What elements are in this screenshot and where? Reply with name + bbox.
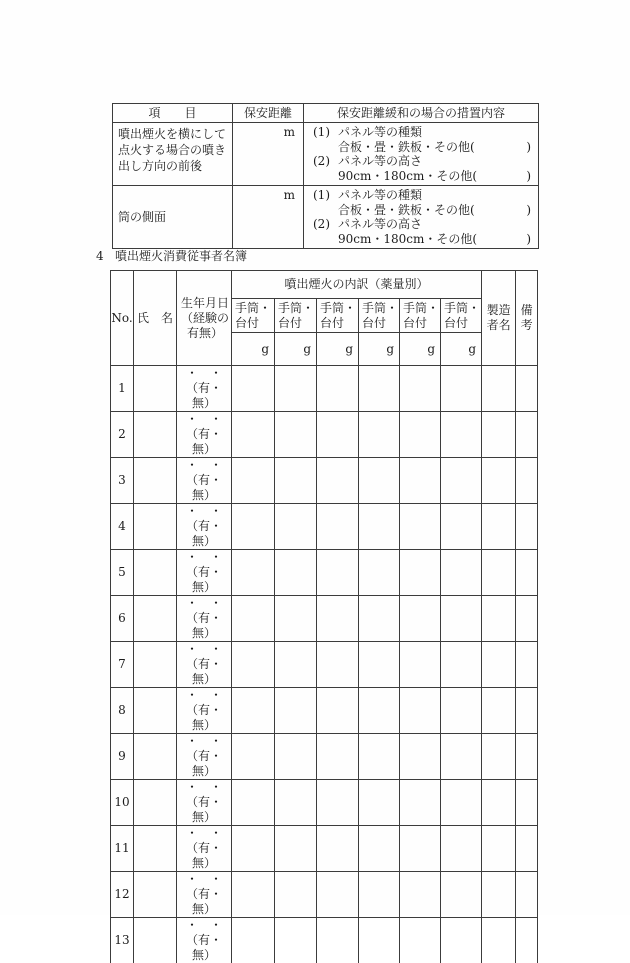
amount-cell xyxy=(317,550,359,596)
amount-cell xyxy=(359,458,400,504)
amount-cell xyxy=(275,918,317,963)
maker-cell xyxy=(482,688,516,734)
table-row xyxy=(113,186,539,249)
amount-cell xyxy=(275,412,317,458)
amount-cell xyxy=(317,596,359,642)
amount-cell xyxy=(400,826,441,872)
safety-table-header-row xyxy=(113,104,539,123)
amount-cell xyxy=(232,872,275,918)
row-number: 2 xyxy=(111,412,134,458)
dob-experience: （有・無） xyxy=(177,611,231,641)
name-cell xyxy=(134,780,177,826)
table-row xyxy=(111,596,538,642)
header-item: 項 目 xyxy=(113,104,233,123)
amount-cell xyxy=(232,688,275,734)
amount-cell xyxy=(317,872,359,918)
remarks-cell xyxy=(516,688,538,734)
amount-cell xyxy=(232,412,275,458)
item-line: 噴出煙火を横にして xyxy=(118,126,228,142)
amount-cell xyxy=(441,366,482,412)
worker-roster-table xyxy=(110,270,538,963)
amount-cell xyxy=(232,642,275,688)
amount-cell xyxy=(275,872,317,918)
remarks-cell xyxy=(516,642,538,688)
dob-cell xyxy=(177,550,232,596)
measure-line: (2) パネル等の高さ xyxy=(304,217,538,232)
amount-cell xyxy=(441,596,482,642)
dob-dots: ・ ・ xyxy=(177,458,231,473)
item-cell xyxy=(113,123,233,186)
amount-cell xyxy=(359,596,400,642)
amount-cell xyxy=(317,504,359,550)
roster-body xyxy=(111,366,538,963)
name-cell xyxy=(134,550,177,596)
amount-cell xyxy=(232,504,275,550)
amount-cell xyxy=(232,458,275,504)
amount-cell xyxy=(441,504,482,550)
amount-cell xyxy=(275,366,317,412)
name-cell xyxy=(134,826,177,872)
dob-experience: （有・無） xyxy=(177,427,231,457)
amount-cell xyxy=(441,826,482,872)
maker-cell xyxy=(482,872,516,918)
remarks-cell xyxy=(516,734,538,780)
remarks-cell xyxy=(516,458,538,504)
header-breakdown: 噴出煙火の内訳（薬量別） xyxy=(232,271,482,299)
amount-cell xyxy=(275,458,317,504)
amount-cell xyxy=(441,918,482,963)
dob-dots: ・ ・ xyxy=(177,918,231,933)
row-number: 12 xyxy=(111,872,134,918)
header-remarks: 備 考 xyxy=(516,271,538,366)
amount-cell xyxy=(441,550,482,596)
amount-cell xyxy=(441,458,482,504)
amount-cell xyxy=(400,642,441,688)
amount-cell xyxy=(400,366,441,412)
section-title: 噴出煙火消費従事者名簿 xyxy=(115,249,247,264)
row-number: 5 xyxy=(111,550,134,596)
amount-cell xyxy=(400,412,441,458)
amount-cell xyxy=(400,504,441,550)
amount-cell xyxy=(359,826,400,872)
amount-cell xyxy=(400,918,441,963)
amount-cell xyxy=(400,550,441,596)
dob-dots: ・ ・ xyxy=(177,872,231,887)
dob-dots: ・ ・ xyxy=(177,366,231,381)
amount-cell xyxy=(359,366,400,412)
table-row xyxy=(111,412,538,458)
maker-cell xyxy=(482,918,516,963)
amount-cell xyxy=(359,734,400,780)
name-cell xyxy=(134,688,177,734)
dob-experience: （有・無） xyxy=(177,887,231,917)
dob-dots: ・ ・ xyxy=(177,734,231,749)
dob-experience: （有・無） xyxy=(177,933,231,963)
amount-cell xyxy=(359,780,400,826)
amount-cell xyxy=(232,918,275,963)
dob-dots: ・ ・ xyxy=(177,780,231,795)
remarks-cell xyxy=(516,596,538,642)
amount-cell xyxy=(441,688,482,734)
header-tube: 手筒・ 台付 xyxy=(441,299,482,333)
amount-cell xyxy=(400,872,441,918)
dob-cell xyxy=(177,734,232,780)
dob-cell xyxy=(177,366,232,412)
dob-experience: （有・無） xyxy=(177,749,231,779)
dob-experience: （有・無） xyxy=(177,473,231,503)
amount-cell xyxy=(359,504,400,550)
dob-cell xyxy=(177,780,232,826)
row-number: 11 xyxy=(111,826,134,872)
amount-cell xyxy=(317,366,359,412)
dob-experience: （有・無） xyxy=(177,519,231,549)
amount-cell xyxy=(441,642,482,688)
row-number: 4 xyxy=(111,504,134,550)
header-tube: 手筒・ 台付 xyxy=(359,299,400,333)
distance-cell: m xyxy=(233,186,304,249)
amount-cell xyxy=(400,780,441,826)
unit-cell: g xyxy=(400,333,441,366)
name-cell xyxy=(134,872,177,918)
amount-cell xyxy=(317,458,359,504)
remarks-cell xyxy=(516,872,538,918)
amount-cell xyxy=(400,734,441,780)
dob-cell xyxy=(177,458,232,504)
measure-line: (1) パネル等の種類 xyxy=(304,125,538,140)
amount-cell xyxy=(317,918,359,963)
amount-cell xyxy=(275,826,317,872)
remarks-cell xyxy=(516,918,538,963)
maker-cell xyxy=(482,366,516,412)
table-row xyxy=(111,458,538,504)
maker-cell xyxy=(482,504,516,550)
row-number: 1 xyxy=(111,366,134,412)
maker-cell xyxy=(482,734,516,780)
header-distance: 保安距離 xyxy=(233,104,304,123)
dob-experience: （有・無） xyxy=(177,841,231,871)
amount-cell xyxy=(317,688,359,734)
unit-cell: g xyxy=(359,333,400,366)
amount-cell xyxy=(359,550,400,596)
item-line: 出し方向の前後 xyxy=(118,158,228,174)
amount-cell xyxy=(400,688,441,734)
header-tube: 手筒・ 台付 xyxy=(232,299,275,333)
section-heading xyxy=(96,249,247,264)
amount-cell xyxy=(275,688,317,734)
dob-cell xyxy=(177,826,232,872)
amount-cell xyxy=(359,918,400,963)
name-cell xyxy=(134,642,177,688)
amount-cell xyxy=(232,734,275,780)
amount-cell xyxy=(441,412,482,458)
amount-cell xyxy=(275,596,317,642)
table-row xyxy=(111,734,538,780)
table-row xyxy=(113,123,539,186)
name-cell xyxy=(134,366,177,412)
dob-dots: ・ ・ xyxy=(177,688,231,703)
amount-cell xyxy=(232,826,275,872)
row-number: 13 xyxy=(111,918,134,963)
section-number: 4 xyxy=(96,249,115,264)
name-cell xyxy=(134,734,177,780)
header-no: No. xyxy=(111,271,134,366)
measure-line: 合板・畳・鉄板・その他( ) xyxy=(304,140,538,155)
dob-experience: （有・無） xyxy=(177,703,231,733)
item-line: 点火する場合の噴き xyxy=(118,142,228,158)
table-row xyxy=(111,826,538,872)
dob-dots: ・ ・ xyxy=(177,504,231,519)
name-cell xyxy=(134,596,177,642)
maker-cell xyxy=(482,826,516,872)
maker-cell xyxy=(482,412,516,458)
table-row xyxy=(111,918,538,963)
distance-cell: m xyxy=(233,123,304,186)
header-tube: 手筒・ 台付 xyxy=(400,299,441,333)
amount-cell xyxy=(275,642,317,688)
maker-cell xyxy=(482,780,516,826)
amount-cell xyxy=(441,872,482,918)
amount-cell xyxy=(275,780,317,826)
amount-cell xyxy=(232,780,275,826)
unit-cell: g xyxy=(275,333,317,366)
row-number: 9 xyxy=(111,734,134,780)
dob-dots: ・ ・ xyxy=(177,826,231,841)
amount-cell xyxy=(275,550,317,596)
amount-cell xyxy=(441,780,482,826)
amount-cell xyxy=(317,734,359,780)
row-number: 7 xyxy=(111,642,134,688)
amount-cell xyxy=(359,412,400,458)
table-row xyxy=(111,550,538,596)
row-number: 10 xyxy=(111,780,134,826)
amount-cell xyxy=(359,872,400,918)
remarks-cell xyxy=(516,504,538,550)
dob-cell xyxy=(177,688,232,734)
remarks-cell xyxy=(516,550,538,596)
amount-cell xyxy=(232,366,275,412)
dob-experience: （有・無） xyxy=(177,795,231,825)
measures-cell xyxy=(304,123,539,186)
header-dob: 生年月日 （経験の 有無） xyxy=(177,271,232,366)
amount-cell xyxy=(317,412,359,458)
header-tube: 手筒・ 台付 xyxy=(275,299,317,333)
table-row xyxy=(111,642,538,688)
amount-cell xyxy=(275,734,317,780)
amount-cell xyxy=(232,596,275,642)
measure-line: 90cm・180cm・その他( ) xyxy=(304,169,538,184)
amount-cell xyxy=(400,596,441,642)
row-number: 3 xyxy=(111,458,134,504)
dob-dots: ・ ・ xyxy=(177,596,231,611)
amount-cell xyxy=(317,780,359,826)
amount-cell xyxy=(232,550,275,596)
row-number: 8 xyxy=(111,688,134,734)
header-measures: 保安距離緩和の場合の措置内容 xyxy=(304,104,539,123)
amount-cell xyxy=(275,504,317,550)
remarks-cell xyxy=(516,366,538,412)
name-cell xyxy=(134,504,177,550)
dob-cell xyxy=(177,918,232,963)
dob-dots: ・ ・ xyxy=(177,412,231,427)
maker-cell xyxy=(482,458,516,504)
dob-cell xyxy=(177,596,232,642)
safety-distance-table xyxy=(112,103,539,249)
dob-dots: ・ ・ xyxy=(177,550,231,565)
name-cell xyxy=(134,412,177,458)
amount-cell xyxy=(317,642,359,688)
remarks-cell xyxy=(516,780,538,826)
measure-line: 90cm・180cm・その他( ) xyxy=(304,232,538,247)
remarks-cell xyxy=(516,412,538,458)
table-row xyxy=(111,872,538,918)
maker-cell xyxy=(482,596,516,642)
unit-cell: g xyxy=(232,333,275,366)
roster-header-row-1 xyxy=(111,271,538,299)
dob-cell xyxy=(177,504,232,550)
unit-cell: g xyxy=(441,333,482,366)
table-row xyxy=(111,780,538,826)
maker-cell xyxy=(482,642,516,688)
measures-cell xyxy=(304,186,539,249)
unit-cell: g xyxy=(317,333,359,366)
amount-cell xyxy=(317,826,359,872)
measure-line: (2) パネル等の高さ xyxy=(304,154,538,169)
amount-cell xyxy=(359,642,400,688)
amount-cell xyxy=(400,458,441,504)
table-row xyxy=(111,504,538,550)
dob-cell xyxy=(177,872,232,918)
dob-experience: （有・無） xyxy=(177,565,231,595)
table-row xyxy=(111,366,538,412)
dob-dots: ・ ・ xyxy=(177,642,231,657)
name-cell xyxy=(134,458,177,504)
amount-cell xyxy=(441,734,482,780)
remarks-cell xyxy=(516,826,538,872)
amount-cell xyxy=(359,688,400,734)
dob-cell xyxy=(177,642,232,688)
dob-experience: （有・無） xyxy=(177,381,231,411)
maker-cell xyxy=(482,550,516,596)
dob-experience: （有・無） xyxy=(177,657,231,687)
name-cell xyxy=(134,918,177,963)
header-tube: 手筒・ 台付 xyxy=(317,299,359,333)
measure-line: (1) パネル等の種類 xyxy=(304,188,538,203)
header-maker: 製造 者名 xyxy=(482,271,516,366)
dob-cell xyxy=(177,412,232,458)
header-name: 氏 名 xyxy=(134,271,177,366)
measure-line: 合板・畳・鉄板・その他( ) xyxy=(304,203,538,218)
table-row xyxy=(111,688,538,734)
item-cell: 筒の側面 xyxy=(113,186,233,249)
row-number: 6 xyxy=(111,596,134,642)
